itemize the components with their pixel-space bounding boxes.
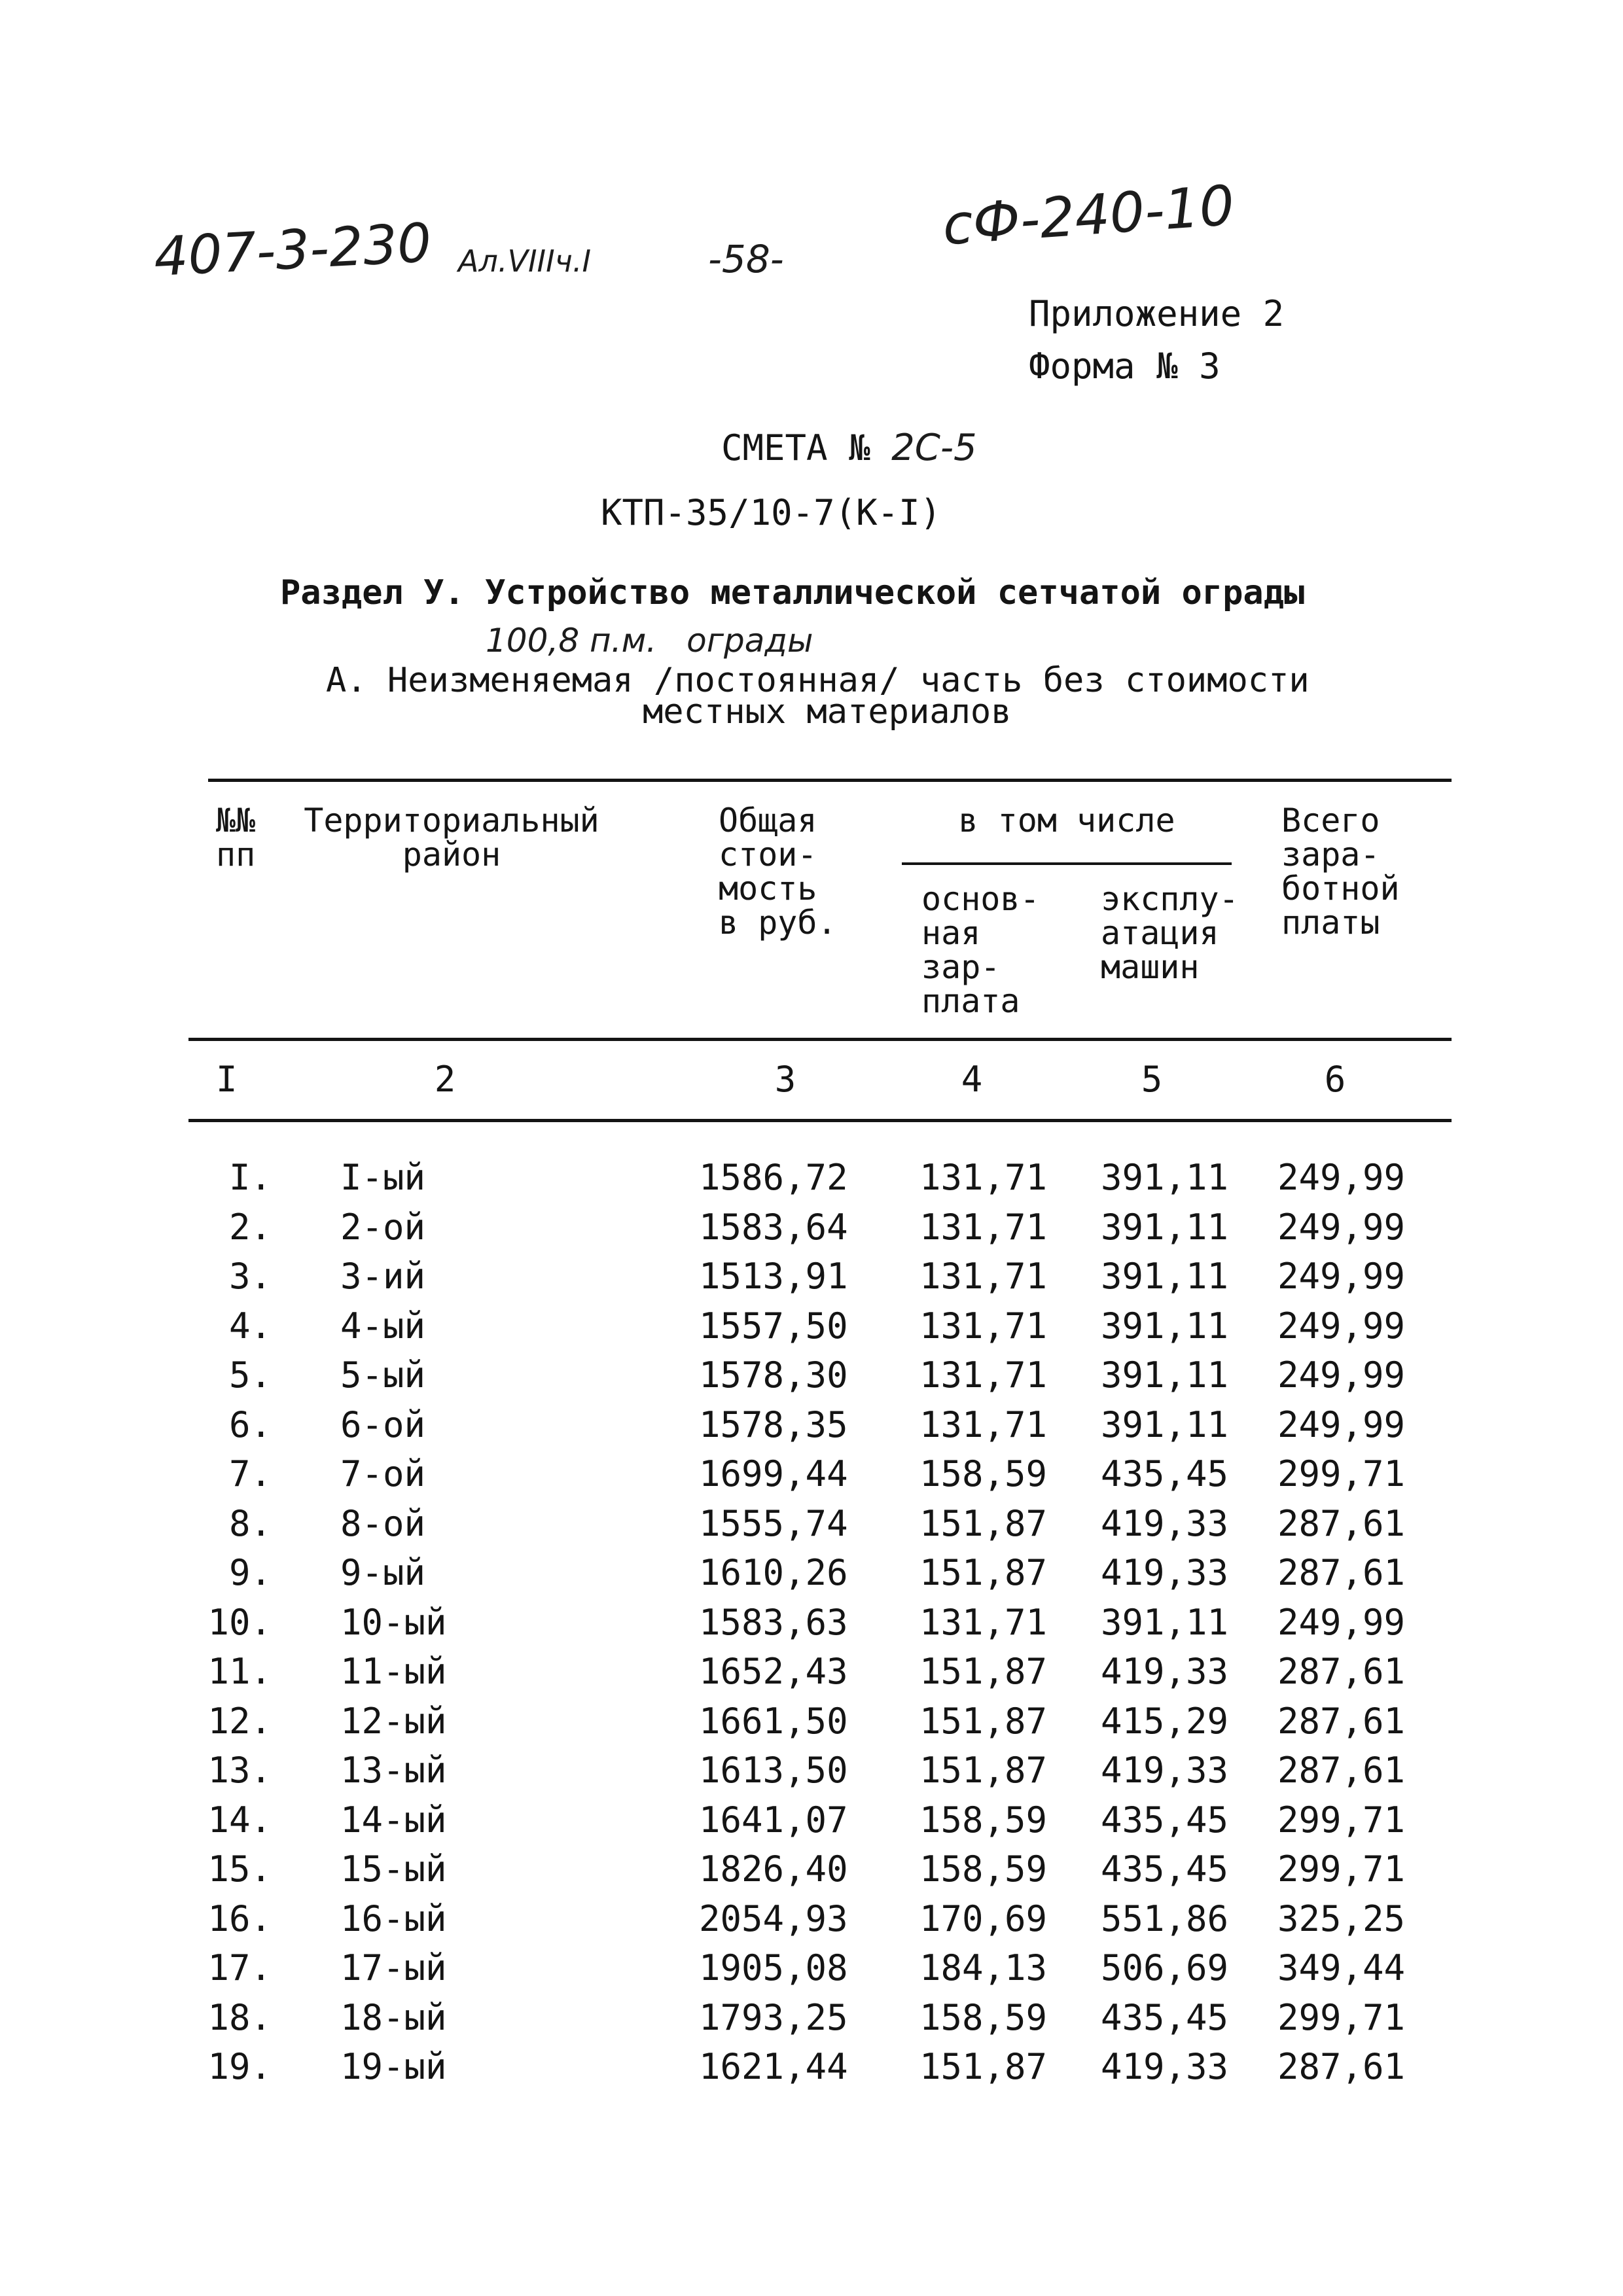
row-all-wage: 299,71 xyxy=(1277,1848,1406,1890)
table-row xyxy=(0,1993,1623,2043)
group-header-rule xyxy=(902,862,1232,865)
row-region: 19-ый xyxy=(340,2046,447,2087)
col-header-num: №№ пп xyxy=(216,802,256,874)
row-number: 12. xyxy=(207,1701,272,1742)
row-machines: 391,11 xyxy=(1101,1354,1229,1396)
table-row xyxy=(0,1301,1623,1351)
row-region: 13-ый xyxy=(340,1750,447,1791)
row-all-wage: 299,71 xyxy=(1277,1997,1406,2038)
row-number: 14. xyxy=(207,1799,272,1841)
col-header-group: в том числе xyxy=(958,802,1175,839)
table-row xyxy=(0,1252,1623,1301)
row-total: 1557,50 xyxy=(699,1305,848,1347)
fence-length-value: 100,8 п.м. xyxy=(486,622,657,660)
row-machines: 391,11 xyxy=(1101,1404,1229,1445)
row-wage: 131,71 xyxy=(919,1207,1048,1248)
table-top-rule xyxy=(208,779,1452,782)
row-region: 6-ой xyxy=(340,1404,426,1445)
row-wage: 131,71 xyxy=(919,1157,1048,1198)
row-number: 13. xyxy=(207,1750,272,1791)
table-row xyxy=(0,1697,1623,1746)
table-row xyxy=(0,1153,1623,1203)
section-title: Раздел У. Устройство металлической сетчатой ограды xyxy=(280,573,1305,612)
row-total: 1661,50 xyxy=(699,1701,848,1742)
row-total: 1578,30 xyxy=(699,1354,848,1396)
row-machines: 435,45 xyxy=(1101,1799,1229,1841)
row-number: 17. xyxy=(207,1947,272,1988)
row-wage: 170,69 xyxy=(919,1898,1048,1939)
row-all-wage: 249,99 xyxy=(1277,1602,1406,1643)
part-line-2: местных материалов xyxy=(643,692,1012,732)
table-row xyxy=(0,1795,1623,1845)
col-header-total: Общая стои- мость в руб. xyxy=(719,802,837,942)
row-total: 1826,40 xyxy=(699,1848,848,1890)
row-all-wage: 249,99 xyxy=(1277,1404,1406,1445)
row-all-wage: 299,71 xyxy=(1277,1799,1406,1841)
row-region: 12-ый xyxy=(340,1701,447,1742)
row-total: 1621,44 xyxy=(699,2046,848,2087)
table-row xyxy=(0,1746,1623,1795)
row-wage: 131,71 xyxy=(919,1305,1048,1347)
row-region: 8-ой xyxy=(340,1503,426,1544)
row-number: 7. xyxy=(228,1453,272,1494)
row-number: 8. xyxy=(228,1503,272,1544)
row-region: 10-ый xyxy=(340,1602,447,1643)
row-all-wage: 299,71 xyxy=(1277,1453,1406,1494)
row-all-wage: 287,61 xyxy=(1277,1701,1406,1742)
table-row xyxy=(0,1400,1623,1450)
col-number-4: 4 xyxy=(961,1059,983,1100)
table-row xyxy=(0,1449,1623,1499)
handwritten-album: Ал.VIIIч.I xyxy=(458,243,592,279)
row-total: 1513,91 xyxy=(699,1256,848,1297)
row-region: 16-ый xyxy=(340,1898,447,1939)
row-region: 18-ый xyxy=(340,1997,447,2038)
col-header-region: Территориальный район xyxy=(304,802,599,874)
row-wage: 131,71 xyxy=(919,1602,1048,1643)
row-wage: 151,87 xyxy=(919,2046,1048,2087)
col-number-5: 5 xyxy=(1141,1059,1163,1100)
row-region: 3-ий xyxy=(340,1256,426,1297)
row-machines: 391,11 xyxy=(1101,1157,1229,1198)
table-row xyxy=(0,1499,1623,1549)
fence-word: ограды xyxy=(687,622,813,660)
col-number-1: I xyxy=(216,1059,238,1100)
row-number: 19. xyxy=(207,2046,272,2087)
row-machines: 419,33 xyxy=(1101,1651,1229,1692)
row-all-wage: 249,99 xyxy=(1277,1256,1406,1297)
table-row xyxy=(0,1647,1623,1697)
object-code: КТП-35/10-7(К-I) xyxy=(601,492,942,533)
form-label: Форма № 3 xyxy=(1029,345,1221,387)
estimate-label: СМЕТА № xyxy=(721,427,870,468)
row-all-wage: 287,61 xyxy=(1277,1651,1406,1692)
row-number: 16. xyxy=(207,1898,272,1939)
row-number: 4. xyxy=(228,1305,272,1347)
table-row xyxy=(0,1943,1623,1993)
row-number: 3. xyxy=(228,1256,272,1297)
row-wage: 158,59 xyxy=(919,1799,1048,1841)
col-header-wage: основ- ная зар- плата xyxy=(921,880,1040,1020)
row-wage: 151,87 xyxy=(919,1503,1048,1544)
row-total: 1583,63 xyxy=(699,1602,848,1643)
row-all-wage: 349,44 xyxy=(1277,1947,1406,1988)
handwritten-code-left: 407-3-230 xyxy=(152,211,433,289)
row-region: 17-ый xyxy=(340,1947,447,1988)
row-region: 4-ый xyxy=(340,1305,426,1347)
row-wage: 151,87 xyxy=(919,1552,1048,1593)
row-all-wage: 249,99 xyxy=(1277,1305,1406,1347)
row-number: 2. xyxy=(228,1207,272,1248)
row-machines: 391,11 xyxy=(1101,1602,1229,1643)
appendix-label: Приложение 2 xyxy=(1029,293,1285,334)
row-wage: 184,13 xyxy=(919,1947,1048,1988)
header-bottom-rule xyxy=(188,1038,1452,1041)
part-line-1: А. Неизменяемая /постоянная/ часть без стоимости xyxy=(326,661,1310,700)
row-total: 1555,74 xyxy=(699,1503,848,1544)
page-number: -58- xyxy=(708,237,784,281)
row-region: 14-ый xyxy=(340,1799,447,1841)
table-row xyxy=(0,1894,1623,1944)
row-total: 1578,35 xyxy=(699,1404,848,1445)
row-number: 18. xyxy=(207,1997,272,2038)
row-all-wage: 249,99 xyxy=(1277,1207,1406,1248)
row-machines: 419,33 xyxy=(1101,1552,1229,1593)
row-region: 5-ый xyxy=(340,1354,426,1396)
row-total: 1586,72 xyxy=(699,1157,848,1198)
row-number: 5. xyxy=(228,1354,272,1396)
row-total: 1583,64 xyxy=(699,1207,848,1248)
row-all-wage: 325,25 xyxy=(1277,1898,1406,1939)
row-wage: 151,87 xyxy=(919,1651,1048,1692)
row-machines: 551,86 xyxy=(1101,1898,1229,1939)
row-all-wage: 287,61 xyxy=(1277,1552,1406,1593)
row-machines: 419,33 xyxy=(1101,1750,1229,1791)
row-wage: 151,87 xyxy=(919,1701,1048,1742)
col-header-all-wage: Всего зара- ботной платы xyxy=(1281,802,1400,942)
row-machines: 435,45 xyxy=(1101,1453,1229,1494)
row-all-wage: 249,99 xyxy=(1277,1157,1406,1198)
row-total: 2054,93 xyxy=(699,1898,848,1939)
estimate-title xyxy=(721,427,977,469)
row-number: 9. xyxy=(228,1552,272,1593)
row-wage: 131,71 xyxy=(919,1354,1048,1396)
table-row xyxy=(0,1548,1623,1598)
col-header-machines: эксплу- атация машин xyxy=(1101,880,1239,986)
row-machines: 506,69 xyxy=(1101,1947,1229,1988)
table-row xyxy=(0,1203,1623,1252)
col-number-3: 3 xyxy=(774,1059,796,1100)
row-machines: 391,11 xyxy=(1101,1207,1229,1248)
row-wage: 158,59 xyxy=(919,1997,1048,2038)
col-number-rule xyxy=(188,1119,1452,1122)
col-number-2: 2 xyxy=(434,1059,456,1100)
row-total: 1652,43 xyxy=(699,1651,848,1692)
row-region: 2-ой xyxy=(340,1207,426,1248)
row-machines: 435,45 xyxy=(1101,1848,1229,1890)
row-number: 15. xyxy=(207,1848,272,1890)
table-row xyxy=(0,1845,1623,1894)
row-machines: 419,33 xyxy=(1101,1503,1229,1544)
row-machines: 419,33 xyxy=(1101,2046,1229,2087)
row-all-wage: 287,61 xyxy=(1277,2046,1406,2087)
row-region: 9-ый xyxy=(340,1552,426,1593)
row-region: 7-ой xyxy=(340,1453,426,1494)
row-region: 11-ый xyxy=(340,1651,447,1692)
row-total: 1905,08 xyxy=(699,1947,848,1988)
row-machines: 415,29 xyxy=(1101,1701,1229,1742)
row-all-wage: 249,99 xyxy=(1277,1354,1406,1396)
fence-length xyxy=(486,622,813,660)
row-total: 1699,44 xyxy=(699,1453,848,1494)
row-total: 1610,26 xyxy=(699,1552,848,1593)
row-wage: 131,71 xyxy=(919,1256,1048,1297)
handwritten-code-right: сФ-240-10 xyxy=(940,173,1237,258)
estimate-number: 2С-5 xyxy=(891,427,977,469)
row-number: I. xyxy=(228,1157,272,1198)
row-wage: 151,87 xyxy=(919,1750,1048,1791)
row-total: 1641,07 xyxy=(699,1799,848,1841)
table-row xyxy=(0,1598,1623,1648)
row-number: 10. xyxy=(207,1602,272,1643)
row-total: 1793,25 xyxy=(699,1997,848,2038)
row-wage: 158,59 xyxy=(919,1848,1048,1890)
row-wage: 158,59 xyxy=(919,1453,1048,1494)
row-region: I-ый xyxy=(340,1157,426,1198)
row-wage: 131,71 xyxy=(919,1404,1048,1445)
row-machines: 435,45 xyxy=(1101,1997,1229,2038)
table-row xyxy=(0,2042,1623,2092)
row-all-wage: 287,61 xyxy=(1277,1503,1406,1544)
row-number: 11. xyxy=(207,1651,272,1692)
row-all-wage: 287,61 xyxy=(1277,1750,1406,1791)
table-row xyxy=(0,1351,1623,1400)
col-number-6: 6 xyxy=(1324,1059,1346,1100)
row-machines: 391,11 xyxy=(1101,1256,1229,1297)
row-total: 1613,50 xyxy=(699,1750,848,1791)
row-machines: 391,11 xyxy=(1101,1305,1229,1347)
row-number: 6. xyxy=(228,1404,272,1445)
row-region: 15-ый xyxy=(340,1848,447,1890)
